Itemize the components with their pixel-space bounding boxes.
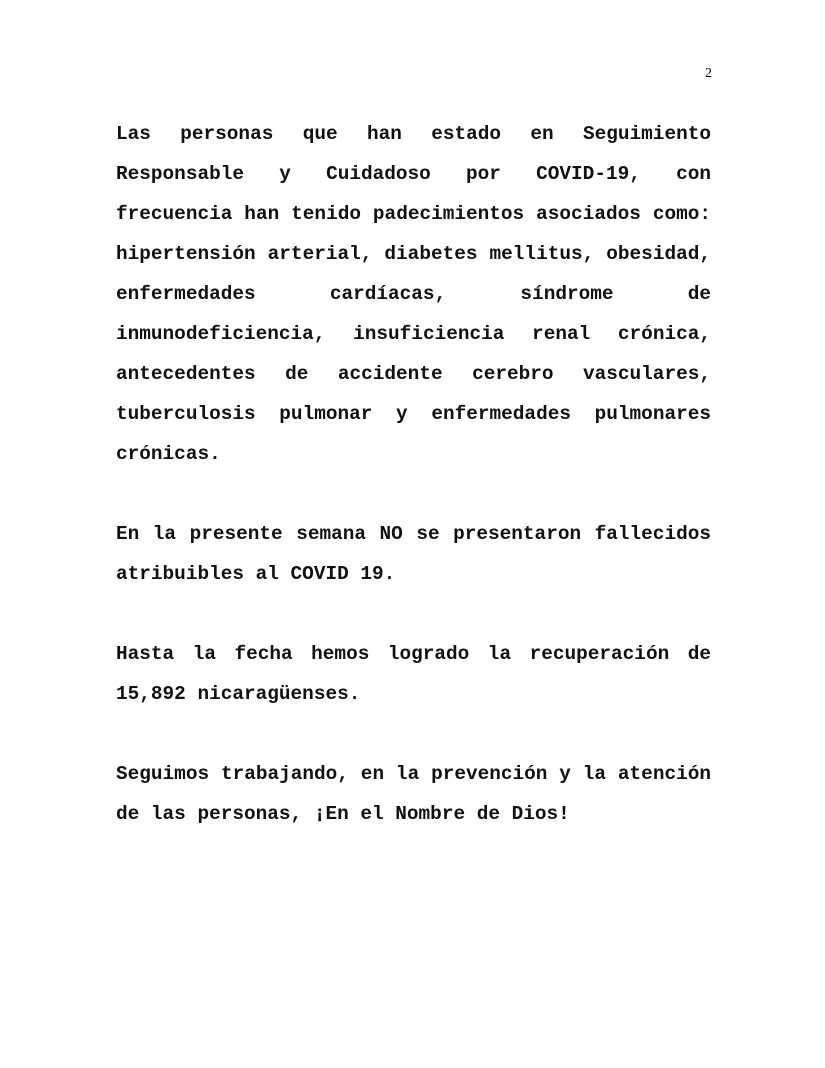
document-body [116,114,711,834]
paragraph-recoveries: Hasta la fecha hemos logrado la recuperación de 15,892 nicaragüenses. [116,643,711,705]
page-number: 2 [705,66,712,81]
paragraph-no-deaths: En la presente semana NO se presentaron fallecidos atribuibles al COVID 19. [116,523,711,585]
paragraph-closing: Seguimos trabajando, en la prevención y la atención de las personas, ¡En el Nombre de Dios! [116,763,711,825]
paragraph-comorbidities: Las personas que han estado en Seguimiento Responsable y Cuidadoso por COVID-19, con frecuencia han tenido padecimientos asociados como: hipertensión arterial, diabetes mellitus, obesidad, enfermedades cardíacas, síndrome de inmunodeficiencia, insuficiencia renal crónica, antecedentes de accidente cerebro vasculares, tuberculosis pulmonar y enfermedades pulmonares crónicas. [116,123,711,465]
